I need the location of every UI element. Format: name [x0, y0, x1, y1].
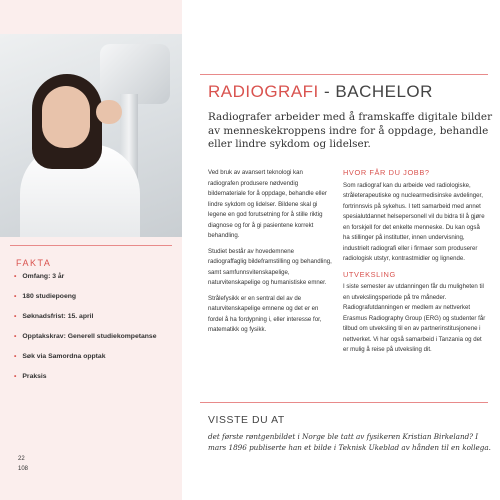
bullet-icon: •	[14, 273, 17, 280]
bullet-icon: •	[14, 293, 17, 300]
fakta-item	[14, 332, 179, 352]
fakta-list	[14, 272, 179, 392]
page-title	[208, 82, 433, 102]
fakta-item	[14, 352, 179, 372]
bullet-icon: •	[14, 353, 17, 360]
bullet-icon: •	[14, 313, 17, 320]
bullet-icon: •	[14, 373, 17, 380]
jobb-paragraph: Som radiograf kan du arbeide ved radiologiske, stråleterapeutiske og nuclearmedisinske avdelinger, fortrinnsvis på sykehus. I tett samarbeid med annet spesialutdannet helsepersonell vil du bidra til å gjøre en forskjell for det enkelte menneske. Du kan også ha stillinger på institutter, innen undervisning, industrielt radiografi eller i firmaer som produserer radiologisk utstyr, kontrastmidler og lignende.	[343, 181, 485, 262]
fakta-sidebar	[0, 0, 182, 500]
visste-heading: VISSTE DU AT	[208, 415, 285, 426]
utveksling-heading: UTVEKSLING	[343, 269, 396, 279]
header-divider	[200, 74, 488, 75]
page-number: 22	[18, 456, 25, 462]
fakta-item-text: Søknadsfrist: 15. april	[22, 313, 94, 320]
utveksling-paragraph: I siste semester av utdanningen får du muligheten til en utvekslingsperiode på tre måneder. Radiografutdanningen er medlem av nettverket Erasmus Radiography Group (ERG) og studenter får tilbud om utveksling til en av partnerinstitusjonene i nettverket. Vi har også samarbeid i Tanzania og det er mulig å reise på utveksling dit.	[343, 283, 486, 353]
fakta-item-text: 180 studiepoeng	[22, 293, 77, 300]
page-title-rest: - BACHELOR	[318, 82, 433, 101]
visste-text: det første røntgenbildet i Norge ble tatt av fysikeren Kristian Birkeland? I mars 1896 publiserte han et bilde i Teknisk Ukeblad av hånden til en kollega.	[208, 432, 491, 452]
page-title-accent: RADIOGRAFI	[208, 82, 319, 101]
fakta-title: FAKTA	[16, 258, 52, 268]
fakta-item-text: Opptakskrav: Generell studiekompetanse	[22, 333, 157, 340]
body-paragraph: Ved bruk av avansert teknologi kan radiografen produsere nødvendig bildemateriale for å oppdage, behandle eller lindre sykdom og lidelser. Bildene skal gi legene en god forutsetning for å stille riktig diagnose og for å gi pasientene korrekt behandling.	[208, 169, 327, 239]
hand-shape	[96, 100, 122, 124]
body-column-left	[208, 168, 332, 341]
fakta-divider	[10, 245, 172, 246]
fakta-item-text: Praksis	[22, 373, 47, 380]
lead-paragraph: Radiografer arbeider med å framskaffe digitale bilder av menneskekroppens indre for å oppdage, behandle eller lindre sykdom og lidelser.	[208, 111, 493, 150]
body-paragraph: Studiet består av hovedemnene radiograffaglig bildeframstilling og behandling, samt samfunnsvitenskapelige, naturvitenskapelige og humanistiske emner.	[208, 247, 332, 286]
fakta-item-text: Søk via Samordna opptak	[22, 353, 106, 360]
fakta-item	[14, 372, 179, 392]
page-number-total: 108	[18, 466, 29, 472]
face-shape	[42, 86, 90, 148]
radiographer-photo	[0, 34, 182, 237]
bullet-icon: •	[14, 333, 17, 340]
visste-divider	[200, 402, 488, 403]
fakta-item	[14, 312, 179, 332]
jobb-heading: HVOR FÅR DU JOBB?	[343, 168, 430, 177]
fakta-item	[14, 292, 179, 312]
fakta-item-text: Omfang: 3 år	[22, 273, 65, 280]
fakta-item	[14, 272, 179, 292]
body-paragraph: Strålefysikk er en sentral del av de naturvitenskapelige emnene og det er en fordel å ha fordypning i, eller interesse for, matematikk og fysikk.	[208, 294, 322, 333]
body-column-right	[343, 168, 488, 361]
